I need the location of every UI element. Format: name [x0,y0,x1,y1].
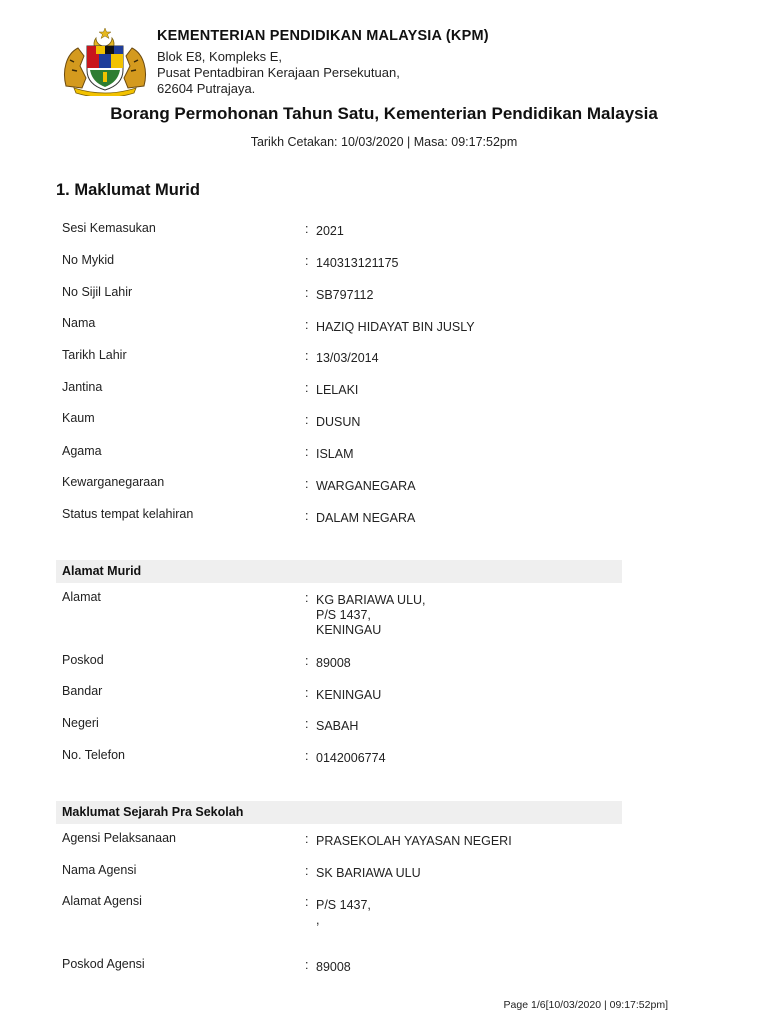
colon: : [305,717,309,731]
colon: : [305,686,309,700]
field-value: 140313121175 [316,256,399,270]
colon: : [305,591,309,605]
field-label: No. Telefon [62,748,126,762]
field-label: Alamat Agensi [62,894,142,908]
field-value: 2021 [316,224,344,238]
field-label: Poskod Agensi [62,957,145,971]
field-value: KENINGAU [316,688,382,702]
colon: : [305,895,309,909]
field-value [316,593,426,638]
field-label: Bandar [62,684,103,698]
field-label: Kaum [62,411,95,425]
field-label: Status tempat kelahiran [62,507,194,521]
colon: : [305,222,309,236]
address-line: KG BARIAWA ULU, [316,593,426,607]
page-footer: Page 1/6[10/03/2020 | 09:17:52pm] [503,999,668,1011]
colon: : [305,445,309,459]
print-date: Tarikh Cetakan: 10/03/2020 | Masa: 09:17:52pm [250,135,518,149]
field-value: SB797112 [316,288,374,302]
colon: : [305,958,309,972]
address-line: P/S 1437, [316,608,371,622]
address-line-2: Pusat Pentadbiran Kerajaan Persekutuan, [157,65,400,80]
address-line: , [316,913,320,927]
field-label: Tarikh Lahir [62,348,127,362]
colon: : [305,254,309,268]
field-label: Agensi Pelaksanaan [62,831,176,845]
field-value: ISLAM [316,447,354,461]
field-value: PRASEKOLAH YAYASAN NEGERI [316,834,512,848]
field-value: 0142006774 [316,751,386,765]
address-line-1: Blok E8, Kompleks E, [157,49,282,64]
field-value: SABAH [316,719,359,733]
field-value: WARGANEGARA [316,479,416,493]
section-header-pra-sekolah: Maklumat Sejarah Pra Sekolah [56,801,622,824]
colon: : [305,381,309,395]
field-label: Jantina [62,380,103,394]
field-label: Poskod [62,653,104,667]
colon: : [305,654,309,668]
colon: : [305,864,309,878]
section-header-alamat-murid: Alamat Murid [56,560,622,583]
colon: : [305,286,309,300]
address-line: KENINGAU [316,623,382,637]
field-value: 89008 [316,960,351,974]
field-label: Nama Agensi [62,863,137,877]
field-label: No Mykid [62,253,115,267]
colon: : [305,413,309,427]
field-label: Sesi Kemasukan [62,221,156,235]
coat-of-arms-icon [60,26,150,96]
field-value: HAZIQ HIDAYAT BIN JUSLY [316,320,475,334]
field-value: DALAM NEGARA [316,511,416,525]
field-label: Nama [62,316,96,330]
field-label: Agama [62,444,102,458]
colon: : [305,477,309,491]
field-label: Negeri [62,716,99,730]
field-label: Kewarganegaraan [62,475,165,489]
field-value: SK BARIAWA ULU [316,866,421,880]
colon: : [305,318,309,332]
address-line-3: 62604 Putrajaya. [157,81,256,96]
field-value [316,898,371,928]
address-line: P/S 1437, [316,898,371,912]
form-title: Borang Permohonan Tahun Satu, Kementerian Pendidikan Malaysia [110,104,658,123]
field-label: Alamat [62,590,101,604]
field-value: DUSUN [316,415,361,429]
field-label: No Sijil Lahir [62,285,133,299]
ministry-name: KEMENTERIAN PENDIDIKAN MALAYSIA (KPM) [157,28,489,44]
colon: : [305,349,309,363]
field-value: 13/03/2014 [316,351,379,365]
colon: : [305,832,309,846]
colon: : [305,749,309,763]
section-title-maklumat-murid: 1. Maklumat Murid [56,181,200,199]
colon: : [305,509,309,523]
field-value: LELAKI [316,383,359,397]
field-value: 89008 [316,656,351,670]
